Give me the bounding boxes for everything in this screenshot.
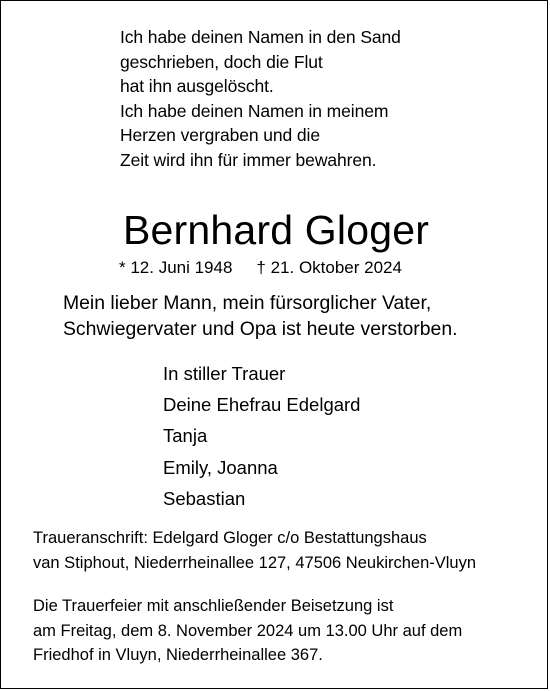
service-line: am Freitag, dem 8. November 2024 um 13.00 Uhr auf dem [33,621,463,640]
poem-line: Ich habe deinen Namen in den Sand [120,27,401,47]
birth-date: * 12. Juni 1948 [119,258,233,277]
poem-line: Zeit wird ihn für immer bewahren. [120,149,377,170]
mourners-list [163,358,360,514]
announcement-line: Mein lieber Mann, mein fürsorglicher Vater, [63,292,432,314]
poem-line: Herzen vergraben und die [120,125,320,146]
poem-line: geschrieben, doch die Flut [120,51,323,72]
mourner-line: In stiller Trauer [163,363,286,384]
service-line: Friedhof in Vluyn, Niederrheinallee 367. [33,646,323,664]
memorial-poem [120,25,540,173]
mourning-address [33,526,543,575]
mourner-line: Sebastian [163,487,246,509]
mourner-line: Deine Ehefrau Edelgard [163,394,361,416]
mourner-line: Emily, Joanna [163,456,278,478]
address-line: Traueranschrift: Edelgard Gloger c/o Bestattungshaus [33,529,427,547]
life-dates [119,257,402,279]
mourner-line: Tanja [163,425,208,447]
announcement-text [63,291,533,342]
death-date: † 21. Oktober 2024 [256,258,402,277]
poem-line: hat ihn ausgelöscht. [120,76,274,97]
funeral-service-info [33,594,543,668]
deceased-name: Bernhard Gloger [122,207,430,253]
announcement-line: Schwiegervater und Opa ist heute verstorben. [63,317,458,340]
poem-line: Ich habe deinen Namen in meinem [120,100,389,121]
service-line: Die Trauerfeier mit anschließender Beisetzung ist [33,597,394,615]
address-line: van Stiphout, Niederrheinallee 127, 47506 Neukirchen-Vluyn [33,553,477,572]
